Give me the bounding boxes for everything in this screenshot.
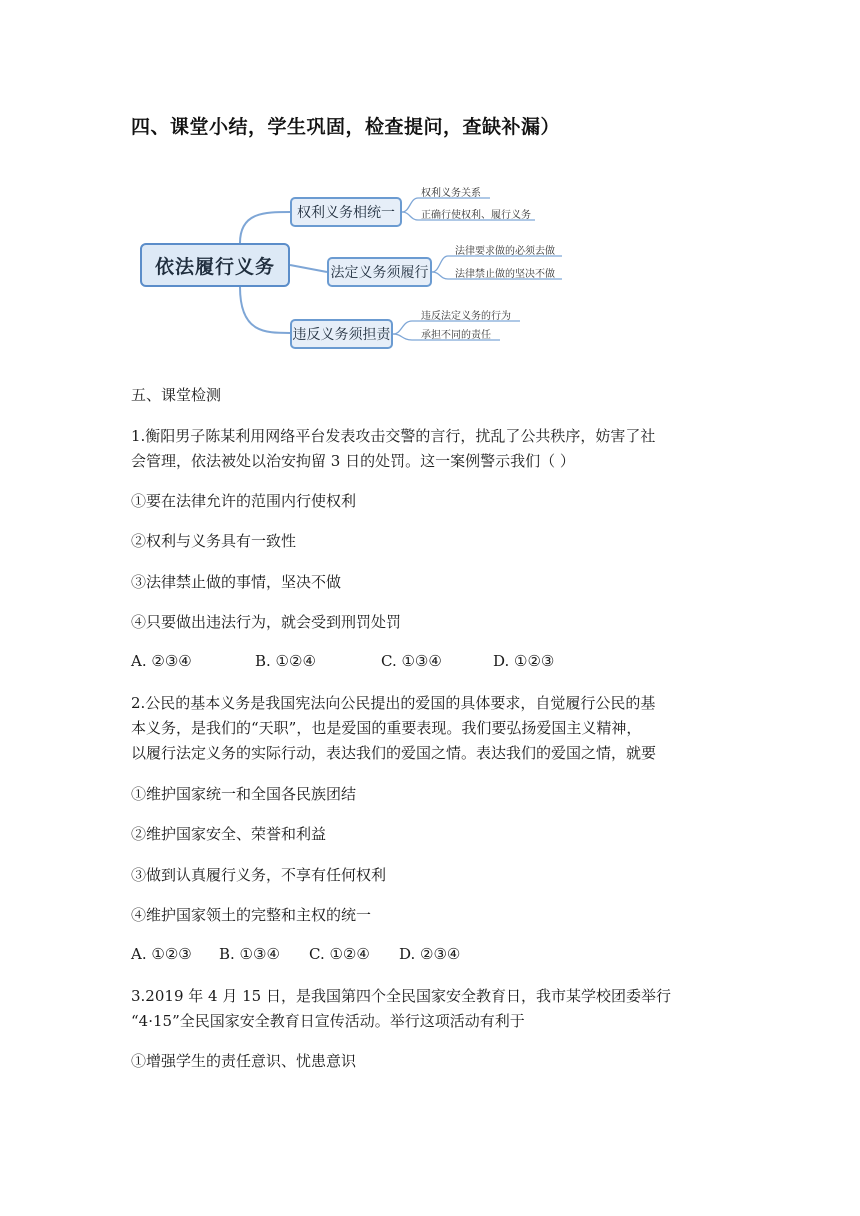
answer-options <box>131 945 460 963</box>
mindmap-leaf: 违反法定义务的行为 <box>421 311 511 322</box>
option-d[interactable]: D. ②③④ <box>399 945 461 963</box>
mindmap-leaf: 正确行使权利、履行义务 <box>421 210 531 221</box>
mindmap-branch-3: 违反义务须担责 <box>290 319 393 349</box>
question-item: ③法律禁止做的事情，坚决不做 <box>131 573 342 591</box>
question-item: ①维护国家统一和全国各民族团结 <box>131 785 357 803</box>
question-item: ④维护国家领土的完整和主权的统一 <box>131 906 372 924</box>
mindmap-leaf: 法律禁止做的坚决不做 <box>455 269 555 280</box>
question-item: ①要在法律允许的范围内行使权利 <box>131 492 357 510</box>
question-stem-line: “4·15”全民国家安全教育日宣传活动。举行这项活动有利于 <box>131 1012 525 1030</box>
question-item: ①增强学生的责任意识、忧患意识 <box>131 1052 357 1070</box>
mindmap-leaf: 承担不同的责任 <box>421 330 491 341</box>
option-c[interactable]: C. ①②④ <box>309 945 370 963</box>
question-stem-line: 会管理，依法被处以治安拘留 3 日的处罚。这一案例警示我们（ ） <box>131 452 575 470</box>
option-c[interactable]: C. ①③④ <box>381 652 442 670</box>
question-item: ②维护国家安全、荣誉和利益 <box>131 825 327 843</box>
answer-options <box>131 652 554 670</box>
mindmap-branch-2: 法定义务须履行 <box>327 257 432 287</box>
question-stem-line: 1.衡阳男子陈某利用网络平台发表攻击交警的言行，扰乱了公共秩序，妨害了社 <box>131 427 656 445</box>
option-b[interactable]: B. ①②④ <box>255 652 316 670</box>
mindmap-branch-1: 权利义务相统一 <box>290 197 402 227</box>
option-a[interactable]: A. ①②③ <box>131 945 192 963</box>
section-heading-summary: 四、课堂小结，学生巩固，检查提问，查缺补漏） <box>131 116 561 138</box>
mindmap-leaf: 权利义务关系 <box>421 188 481 199</box>
question-stem-line: 以履行法定义务的实际行动，表达我们的爱国之情。表达我们的爱国之情，就要 <box>131 744 657 762</box>
question-item: ③做到认真履行义务，不享有任何权利 <box>131 866 387 884</box>
mindmap-leaf: 法律要求做的必须去做 <box>455 246 555 257</box>
option-b[interactable]: B. ①③④ <box>219 945 280 963</box>
question-stem-line: 本义务，是我们的“天职”，也是爱国的重要表现。我们要弘扬爱国主义精神， <box>131 719 642 737</box>
option-d[interactable]: D. ①②③ <box>493 652 555 670</box>
question-item: ④只要做出违法行为，就会受到刑罚处罚 <box>131 613 402 631</box>
question-item: ②权利与义务具有一致性 <box>131 532 297 550</box>
option-a[interactable]: A. ②③④ <box>131 652 192 670</box>
question-stem-line: 3.2019 年 4 月 15 日，是我国第四个全民国家安全教育日，我市某学校团委举行 <box>131 987 671 1005</box>
question-stem-line: 2.公民的基本义务是我国宪法向公民提出的爱国的具体要求，自觉履行公民的基 <box>131 694 656 712</box>
mindmap-root: 依法履行义务 <box>140 243 290 287</box>
section-title-quiz: 五、课堂检测 <box>131 386 222 404</box>
